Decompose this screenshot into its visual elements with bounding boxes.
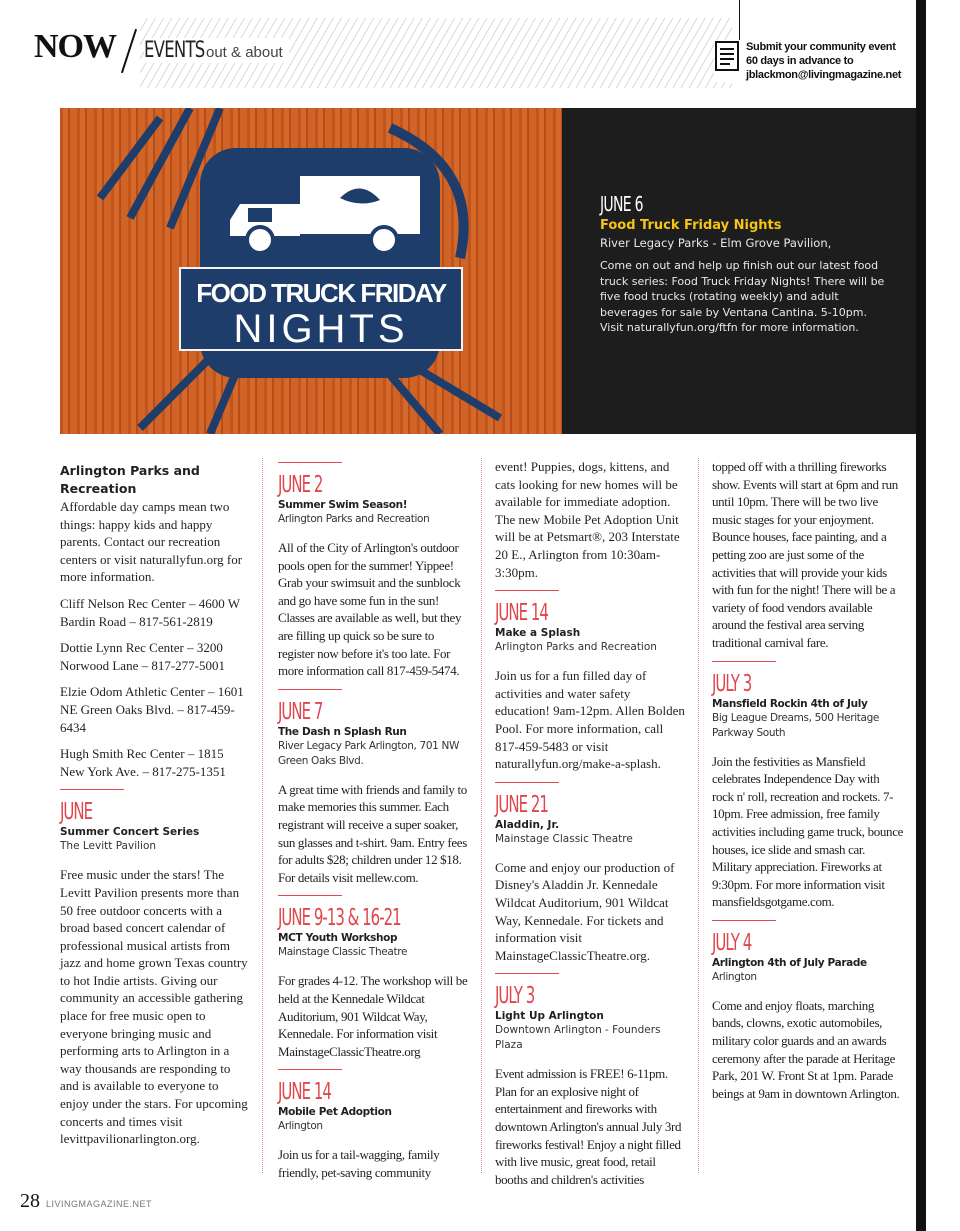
rec-center: Hugh Smith Rec Center – 1815 New York Ave. – 817-275-1351 — [60, 746, 226, 779]
section-header — [144, 38, 289, 63]
event-body-continued: event! Puppies, dogs, kittens, and cats looking for new homes will be available for immediate adoption. The new Mobile Pet Adoption Unit will be at Petsmart®, 203 Interstate 20 E., Arlington from 10:30am-3:30pm. — [495, 459, 680, 580]
column-rule — [481, 458, 482, 1173]
event-title: Mobile Pet Adoption — [278, 1106, 392, 1119]
submit-note — [714, 40, 914, 82]
hero-feature — [60, 108, 916, 434]
rec-center: Dottie Lynn Rec Center – 3200 Norwood Lane – 817-277-5001 — [60, 640, 225, 673]
event-location: Arlington — [278, 1120, 323, 1133]
event-body: All of the City of Arlington's outdoor pools open for the summer! Yippee! Grab your swimsuit and the sunblock and go have some fun in the sun! Classes are available as well, but they are filling up quick so be sure to register now before it's too late. For more information call 817-459-5474. — [278, 540, 462, 679]
event-location: Arlington Parks and Recreation — [495, 641, 657, 654]
event-location: River Legacy Park Arlington, 701 NW Green Oaks Blvd. — [278, 739, 460, 767]
event-location: Arlington — [712, 970, 757, 983]
page-footer — [20, 1190, 152, 1213]
event-body-continued: topped off with a thrilling fireworks show. Events will start at 6pm and run until 10pm. There will be two live music stages for your enjoyment. Bounce houses, face painting, and a petting zoo are just some of the activities that will provide your kids with fun for the night! There will be a variety of food vendors available around the festival area serving traditional carnival fare. — [712, 459, 898, 650]
footer-site[interactable]: LIVINGMAGAZINE.NET — [46, 1199, 153, 1209]
event-date: JULY 3 — [712, 661, 904, 697]
event-date: JUNE 7 — [278, 689, 468, 725]
event-date: JUNE 9-13 & 16-21 — [278, 895, 468, 931]
page-number: 28 — [20, 1190, 40, 1212]
event-title: Mansfield Rockin 4th of July — [712, 697, 868, 710]
hero-body: Come on out and help up finish out our latest food truck series: Food Truck Friday Nights! There will be five food trucks (rotating weekly) and adult beverages for sale by Ventana Cantina. 5-10pm. Visit naturallyfun.org/ftfn for more information. — [600, 259, 885, 334]
event-date: JUNE 14 — [278, 1069, 468, 1105]
submit-line-2: 60 days in advance to — [746, 55, 854, 67]
hero-venue: River Legacy Parks - Elm Grove Pavilion, — [600, 236, 832, 250]
event-location: Arlington Parks and Recreation — [278, 513, 430, 525]
hero-title: Food Truck Friday Nights — [600, 218, 782, 233]
parks-intro: Affordable day camps mean two things: happy kids and happy parents. Contact our recreation centers or visit naturallyfun.org for more information. — [60, 499, 243, 585]
event-body: Join us for a tail-wagging, family friendly, pet-saving community — [278, 1147, 440, 1180]
event-body: Event admission is FREE! 6-11pm. Plan for an explosive night of entertainment and fireworks with downtown Arlington's annual July 3rd fireworks festival! Enjoy a night filled with live music, great food, retail booths and children's activities — [495, 1066, 682, 1187]
event-title: Make a Splash — [495, 627, 581, 640]
column-1 — [60, 458, 248, 1157]
now-wordmark: NOW — [34, 28, 116, 65]
event-body: Free music under the stars! The Levitt Pavilion presents more than 50 free outdoor concerts with a broad based concert calendar of professional musical artists from jazz and home grown Texas country to hot Indie artists. Giving our community an accessible gathering place for free music open to everyone bringing music and performing arts to Arlington in a way thousands are responding to and is available to everyone to enjoy under the stars. For upcoming concerts and times visit levittpavilionarlington.org. — [60, 867, 248, 1147]
header-rule — [739, 0, 740, 40]
column-rule — [262, 458, 263, 1173]
poster-line-2: NIGHTS — [233, 307, 409, 351]
header-divider — [121, 29, 137, 73]
event-body: Join the festivities as Mansfield celebrates Independence Day with rock n' roll, recreation and rockets. 7-10pm. Free admission, free family activities including game truck, bounce houses, ice slide and smash car. Military appreciation. Fireworks at 9:30pm. For more information visit mansfieldsgotgame.com. — [712, 753, 904, 910]
column-3 — [495, 458, 687, 1197]
event-title: Aladdin, Jr. — [495, 818, 560, 831]
food-truck-poster — [60, 108, 562, 434]
notepad-icon — [714, 40, 740, 72]
event-title: Arlington 4th of July Parade — [712, 956, 867, 969]
column-4 — [712, 458, 904, 1111]
event-date: JUNE 21 — [495, 782, 687, 818]
hero-panel — [562, 108, 916, 434]
event-location: Mainstage Classic Theatre — [278, 946, 408, 959]
column-2 — [278, 456, 468, 1190]
event-body: Join us for a fun filled day of activities and water safety education! 9am-12pm. Allen Bolden Pool. For more information, call 817-459-5483 or visit naturallyfun.org/make-a-splash. — [495, 668, 685, 772]
parks-heading: Arlington Parks and Recreation — [60, 463, 200, 496]
events-label: EVENTS — [144, 38, 205, 63]
event-body: Come and enjoy floats, marching bands, clowns, exotic automobiles, military color guards and an awards ceremony after the parade at Heritage Park, 201 W. Front St at 1pm. Parade beings at 9am in downtown Arlington. — [712, 997, 900, 1101]
event-location: Big League Dreams, 500 Heritage Parkway South — [712, 711, 880, 739]
event-date: JULY 4 — [712, 920, 904, 956]
event-title: Light Up Arlington — [495, 1010, 604, 1023]
poster-line-1: FOOD TRUCK FRIDAY — [196, 278, 446, 308]
event-date: JULY 3 — [495, 973, 687, 1009]
submit-line-1: Submit your community event — [746, 41, 896, 53]
event-location: The Levitt Pavilion — [60, 840, 157, 853]
rec-center: Cliff Nelson Rec Center – 4600 W Bardin Road – 817-561-2819 — [60, 595, 240, 629]
events-subtitle: out & about — [206, 44, 283, 61]
rec-center: Elzie Odom Athletic Center – 1601 NE Green Oaks Blvd. – 817-459-6434 — [60, 684, 244, 735]
hero-date: JUNE 6 — [600, 192, 643, 216]
event-date: JUNE 14 — [495, 590, 687, 626]
event-title: Summer Concert Series — [60, 826, 200, 839]
page-edge — [914, 0, 960, 1231]
event-body: A great time with friends and family to make memories this summer. Each registrant will receive a super soaker, sun glasses and t-shirt. 9am. Entry fees for adults $28; children under 12 $18. For details visit mellew.com. — [278, 781, 467, 885]
event-title: MCT Youth Workshop — [278, 932, 398, 945]
event-title: The Dash n Splash Run — [278, 725, 407, 738]
event-body: Come and enjoy our production of Disney's Aladdin Jr. Kennedale Wildcat Auditorium, 901 Wildcat Way, Kennedale. For tickets and information visit MainstageClassicTheatre.org. — [495, 859, 675, 963]
event-location: Mainstage Classic Theatre — [495, 832, 633, 845]
column-rule — [698, 458, 699, 1173]
now-logo — [34, 30, 122, 64]
event-title: Summer Swim Season! — [278, 499, 408, 511]
event-location: Downtown Arlington - Founders Plaza — [495, 1024, 661, 1052]
event-body: For grades 4-12. The workshop will be held at the Kennedale Wildcat Auditorium, 901 Wildcat Way, Kennedale. For information visit MainstageClassicTheatre.org — [278, 973, 468, 1059]
event-date: JUNE — [60, 789, 248, 825]
submit-email[interactable]: jblackmon@livingmagazine.net — [746, 69, 902, 81]
event-date: JUNE 2 — [278, 462, 468, 498]
